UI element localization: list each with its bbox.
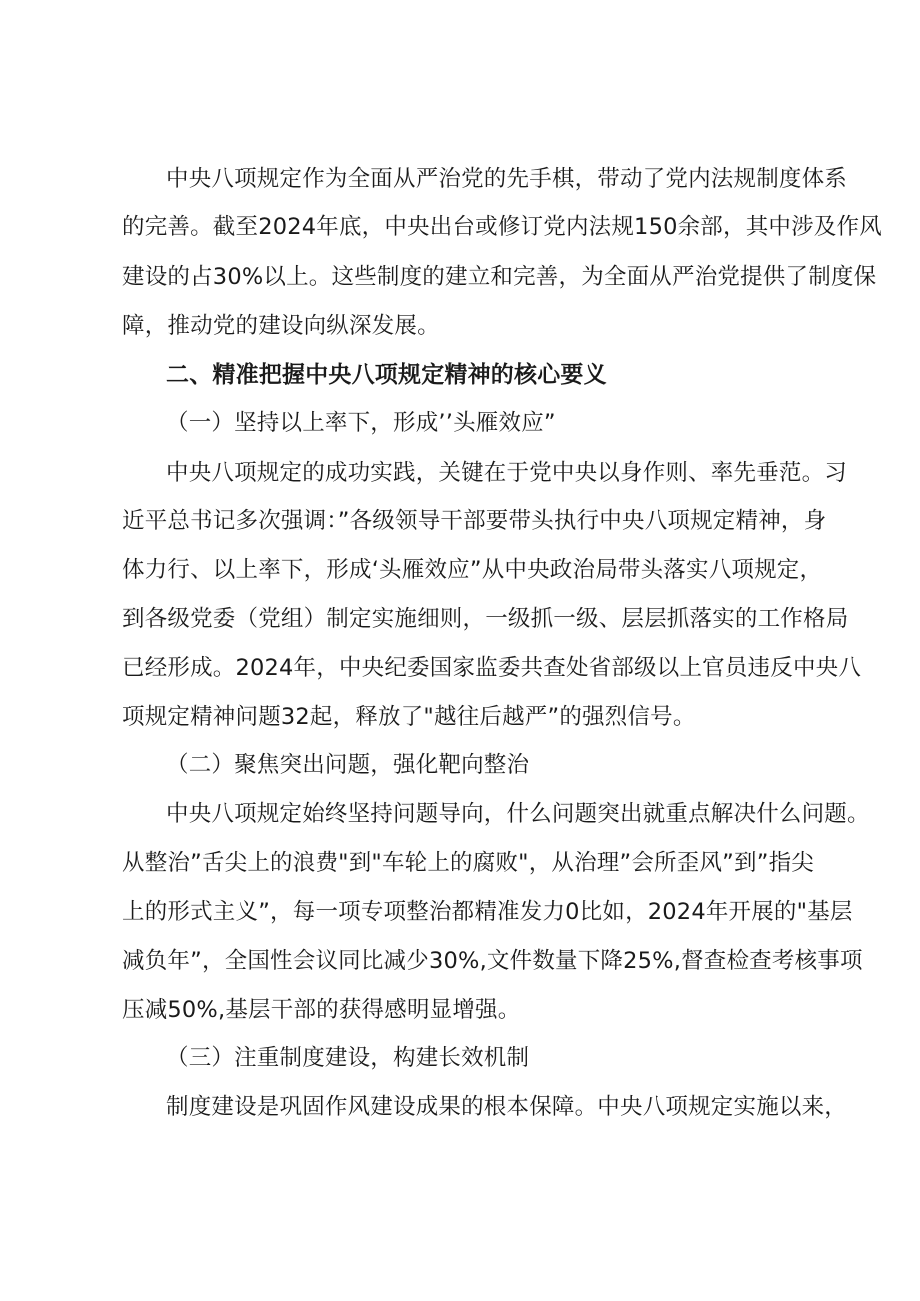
text-line: 减负年”，全国性会议同比减少30%,文件数量下降25%,督查检查考核事项 [122,948,863,974]
text-line: 已经形成。2024年，中央纪委国家监委共查处省部级以上官员违反中央八 [122,655,862,681]
text-line: 中央八项规定作为全面从严治党的先手棋，带动了党内法规制度体系 [166,166,848,192]
text-line: 项规定精神问题32起，释放了"越往后越严”的强烈信号。 [122,704,696,730]
text-line: 制度建设是巩固作风建设成果的根本保障。中央八项规定实施以来， [166,1094,848,1120]
text-line: 建设的占30%以上。这些制度的建立和完善，为全面从严治党提供了制度保 [122,264,877,290]
subsection-heading: （二）聚焦突出问题，强化靶向整治 [166,752,530,778]
section-heading: 二、精准把握中央八项规定精神的核心要义 [166,362,607,388]
text-line: 到各级党委（党组）制定实施细则，一级抓一级、层层抓落实的工作格局 [122,606,849,632]
text-line: 压减50%,基层干部的获得感明显增强。 [122,997,521,1023]
text-line: 体力行、以上率下，形成‘头雁效应”从中央政治局带头落实八项规定， [122,557,823,583]
text-line: 上的形式主义”，每一项专项整治都精准发力0比如，2024年开展的"基层 [122,899,853,925]
text-line: 从整治”舌尖上的浪费"到"车轮上的腐败"，从治理”会所歪风”到”指尖 [122,850,814,876]
text-line: 中央八项规定始终坚持问题导向，什么问题突出就重点解决什么问题。 [166,801,870,827]
text-line: 障，推动党的建设向纵深发展。 [122,313,440,339]
text-line: 的完善。截至2024年底，中央出台或修订党内法规150余部，其中涉及作风 [122,214,882,240]
subsection-heading: （三）注重制度建设，构建长效机制 [166,1045,530,1071]
subsection-heading: （一）坚持以上率下，形成’’头雁效应” [166,410,556,436]
text-line: 中央八项规定的成功实践，关键在于党中央以身作则、率先垂范。习 [166,460,848,486]
text-line: 近平总书记多次强调：”各级领导干部要带头执行中央八项规定精神，身 [122,508,827,534]
